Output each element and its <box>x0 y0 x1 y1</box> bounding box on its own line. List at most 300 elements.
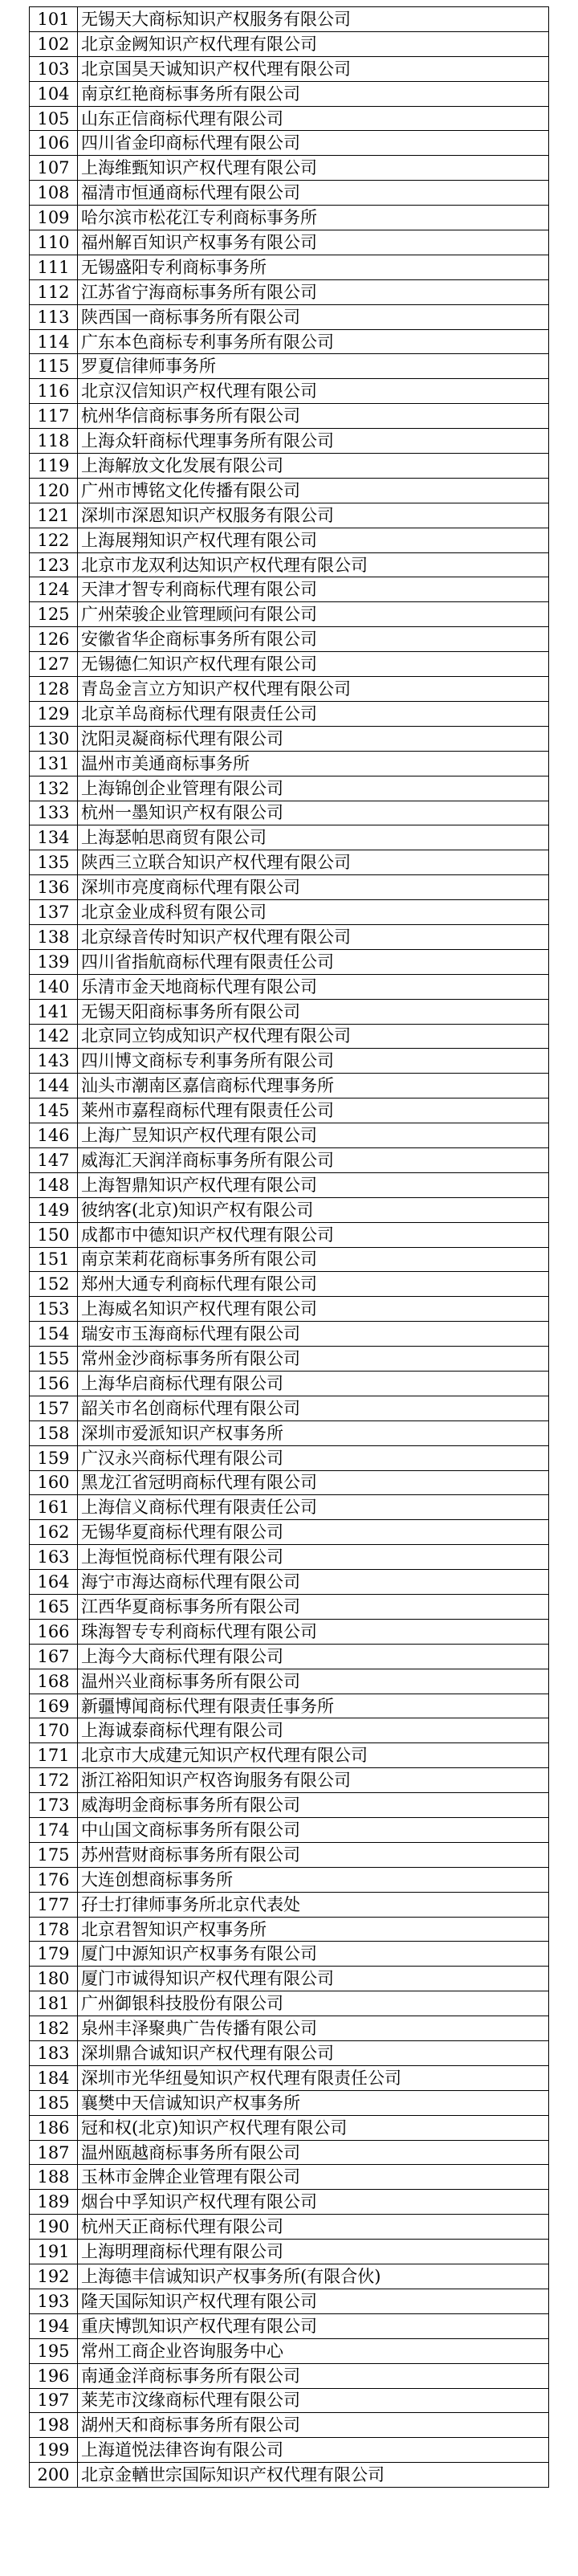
row-number: 140 <box>30 974 78 999</box>
table-row <box>30 2065 549 2090</box>
table-row <box>30 2016 549 2041</box>
row-number: 123 <box>30 552 78 577</box>
table-row <box>30 924 549 949</box>
row-number: 192 <box>30 2264 78 2289</box>
row-number: 169 <box>30 1694 78 1718</box>
table-row <box>30 2264 549 2289</box>
table-row <box>30 1074 549 1098</box>
company-name: 杭州一墨知识产权有限公司 <box>78 801 549 825</box>
table-row <box>30 1892 549 1917</box>
table-row <box>30 1371 549 1396</box>
row-number: 173 <box>30 1793 78 1818</box>
table-row <box>30 726 549 751</box>
row-number: 102 <box>30 31 78 56</box>
company-name: 玉林市金牌企业管理有限公司 <box>78 2165 549 2190</box>
company-name: 上海威名知识产权代理有限公司 <box>78 1297 549 1322</box>
row-number: 106 <box>30 131 78 156</box>
table-row <box>30 1172 549 1197</box>
company-name: 上海恒悦商标代理有限公司 <box>78 1545 549 1570</box>
table-row <box>30 2413 549 2438</box>
table-row <box>30 1347 549 1372</box>
company-name: 上海华启商标代理有限公司 <box>78 1371 549 1396</box>
row-number: 163 <box>30 1545 78 1570</box>
table-row <box>30 1669 549 1694</box>
row-number: 118 <box>30 429 78 454</box>
row-number: 143 <box>30 1049 78 1074</box>
row-number: 116 <box>30 379 78 404</box>
company-name: 上海维甄知识产权代理有限公司 <box>78 156 549 181</box>
row-number: 175 <box>30 1842 78 1867</box>
row-number: 165 <box>30 1595 78 1620</box>
row-number: 164 <box>30 1570 78 1595</box>
row-number: 129 <box>30 701 78 726</box>
table-row <box>30 1694 549 1718</box>
company-name: 杭州华信商标事务所有限公司 <box>78 404 549 429</box>
company-name: 烟台中孚知识产权代理有限公司 <box>78 2190 549 2215</box>
table-row <box>30 1445 549 1470</box>
table-row <box>30 2090 549 2115</box>
table-row <box>30 2215 549 2240</box>
company-name: 汕头市潮南区嘉信商标代理事务所 <box>78 1074 549 1098</box>
row-number: 159 <box>30 1445 78 1470</box>
table-row <box>30 701 549 726</box>
company-name: 哈尔滨市松花江专利商标事务所 <box>78 206 549 230</box>
table-row <box>30 181 549 206</box>
company-name: 广汉永兴商标代理有限公司 <box>78 1445 549 1470</box>
company-name: 沈阳灵凝商标代理有限公司 <box>78 726 549 751</box>
row-number: 162 <box>30 1520 78 1545</box>
row-number: 111 <box>30 255 78 279</box>
company-name: 莱州市嘉程商标代理有限责任公司 <box>78 1098 549 1123</box>
table-row <box>30 602 549 627</box>
table-row <box>30 677 549 702</box>
table-row <box>30 652 549 677</box>
company-name: 温州瓯越商标事务所有限公司 <box>78 2140 549 2165</box>
table-row <box>30 503 549 528</box>
row-number: 161 <box>30 1495 78 1520</box>
company-name: 上海明理商标代理有限公司 <box>78 2240 549 2264</box>
row-number: 170 <box>30 1718 78 1743</box>
table-row <box>30 801 549 825</box>
company-name: 威海明金商标事务所有限公司 <box>78 1793 549 1818</box>
table-row <box>30 429 549 454</box>
company-name: 广州荣骏企业管理顾问有限公司 <box>78 602 549 627</box>
company-name: 海宁市海达商标代理有限公司 <box>78 1570 549 1595</box>
table-row <box>30 1147 549 1172</box>
table-row <box>30 478 549 503</box>
row-number: 148 <box>30 1172 78 1197</box>
table-row <box>30 1818 549 1843</box>
company-name: 北京国昊天诚知识产权代理有限公司 <box>78 56 549 81</box>
row-number: 178 <box>30 1917 78 1942</box>
company-name: 上海展翔知识产权代理有限公司 <box>78 528 549 552</box>
company-name: 无锡华夏商标代理有限公司 <box>78 1520 549 1545</box>
company-name: 北京市龙双利达知识产权代理有限公司 <box>78 552 549 577</box>
table-row <box>30 1545 549 1570</box>
row-number: 167 <box>30 1644 78 1669</box>
table-row <box>30 1470 549 1495</box>
company-name: 无锡德仁知识产权代理有限公司 <box>78 652 549 677</box>
table-row <box>30 2115 549 2140</box>
table-row <box>30 2289 549 2313</box>
company-name: 上海解放文化发展有限公司 <box>78 454 549 479</box>
row-number: 196 <box>30 2363 78 2388</box>
row-number: 126 <box>30 627 78 652</box>
row-number: 145 <box>30 1098 78 1123</box>
company-name: 韶关市名创商标代理有限公司 <box>78 1396 549 1420</box>
row-number: 158 <box>30 1420 78 1445</box>
table-row <box>30 1743 549 1768</box>
company-name: 乐清市金天地商标代理有限公司 <box>78 974 549 999</box>
row-number: 194 <box>30 2313 78 2338</box>
row-number: 180 <box>30 1967 78 1991</box>
row-number: 127 <box>30 652 78 677</box>
table-row <box>30 1495 549 1520</box>
agency-list-table <box>29 6 549 2488</box>
row-number: 184 <box>30 2065 78 2090</box>
company-name: 南京红艳商标事务所有限公司 <box>78 81 549 106</box>
row-number: 156 <box>30 1371 78 1396</box>
company-name: 杭州天正商标代理有限公司 <box>78 2215 549 2240</box>
table-row <box>30 1049 549 1074</box>
row-number: 152 <box>30 1272 78 1297</box>
company-name: 陕西国一商标事务所有限公司 <box>78 304 549 329</box>
row-number: 133 <box>30 801 78 825</box>
company-name: 青岛金言立方知识产权代理有限公司 <box>78 677 549 702</box>
row-number: 128 <box>30 677 78 702</box>
company-name: 新疆博闻商标代理有限责任事务所 <box>78 1694 549 1718</box>
table-row <box>30 206 549 230</box>
company-name: 无锡天阳商标事务所有限公司 <box>78 999 549 1024</box>
row-number: 189 <box>30 2190 78 2215</box>
company-name: 上海今大商标代理有限公司 <box>78 1644 549 1669</box>
company-name: 隆天国际知识产权代理有限公司 <box>78 2289 549 2313</box>
row-number: 104 <box>30 81 78 106</box>
table-row <box>30 2240 549 2264</box>
company-name: 北京金业成科贸有限公司 <box>78 900 549 925</box>
table-row <box>30 1942 549 1967</box>
company-name: 冠和权(北京)知识产权代理有限公司 <box>78 2115 549 2140</box>
company-name: 北京市大成建元知识产权代理有限公司 <box>78 1743 549 1768</box>
company-name: 厦门市诚得知识产权代理有限公司 <box>78 1967 549 1991</box>
company-name: 北京君智知识产权事务所 <box>78 1917 549 1942</box>
table-row <box>30 106 549 131</box>
company-name: 上海智鼎知识产权代理有限公司 <box>78 1172 549 1197</box>
table-row <box>30 2041 549 2066</box>
table-row <box>30 1917 549 1942</box>
table-row <box>30 1991 549 2016</box>
table-row <box>30 2388 549 2413</box>
table-row <box>30 31 549 56</box>
row-number: 199 <box>30 2438 78 2463</box>
company-name: 珠海智专专利商标代理有限公司 <box>78 1619 549 1644</box>
table-row <box>30 7 549 32</box>
table-row <box>30 2438 549 2463</box>
row-number: 157 <box>30 1396 78 1420</box>
row-number: 122 <box>30 528 78 552</box>
company-name: 北京同立钧成知识产权代理有限公司 <box>78 1024 549 1049</box>
row-number: 160 <box>30 1470 78 1495</box>
row-number: 176 <box>30 1867 78 1892</box>
row-number: 177 <box>30 1892 78 1917</box>
company-name: 深圳鼎合诚知识产权代理有限公司 <box>78 2041 549 2066</box>
table-row <box>30 850 549 875</box>
row-number: 119 <box>30 454 78 479</box>
company-name: 上海广昱知识产权代理有限公司 <box>78 1123 549 1148</box>
company-name: 江西华夏商标事务所有限公司 <box>78 1595 549 1620</box>
company-name: 四川省指航商标代理有限责任公司 <box>78 949 549 974</box>
table-row <box>30 1322 549 1347</box>
row-number: 188 <box>30 2165 78 2190</box>
table-row <box>30 1570 549 1595</box>
table-row <box>30 329 549 354</box>
row-number: 107 <box>30 156 78 181</box>
table-row <box>30 156 549 181</box>
company-name: 湖州天和商标事务所有限公司 <box>78 2413 549 2438</box>
table-row <box>30 1396 549 1420</box>
row-number: 172 <box>30 1768 78 1793</box>
company-name: 福州解百知识产权事务有限公司 <box>78 230 549 255</box>
company-name: 泉州丰泽聚典广告传播有限公司 <box>78 2016 549 2041</box>
row-number: 144 <box>30 1074 78 1098</box>
table-row <box>30 2463 549 2488</box>
company-name: 浙江裕阳知识产权咨询服务有限公司 <box>78 1768 549 1793</box>
company-name: 上海众轩商标代理事务所有限公司 <box>78 429 549 454</box>
company-name: 上海锦创企业管理有限公司 <box>78 776 549 801</box>
table-row <box>30 1222 549 1247</box>
row-number: 151 <box>30 1247 78 1272</box>
row-number: 190 <box>30 2215 78 2240</box>
company-name: 深圳市亮度商标代理有限公司 <box>78 875 549 900</box>
company-name: 苏州营财商标事务所有限公司 <box>78 1842 549 1867</box>
table-body <box>30 7 549 2488</box>
row-number: 109 <box>30 206 78 230</box>
table-row <box>30 1420 549 1445</box>
row-number: 197 <box>30 2388 78 2413</box>
company-name: 福清市恒通商标代理有限公司 <box>78 181 549 206</box>
table-row <box>30 1024 549 1049</box>
table-row <box>30 404 549 429</box>
company-name: 广东本色商标专利事务所有限公司 <box>78 329 549 354</box>
table-row <box>30 627 549 652</box>
company-name: 瑞安市玉海商标代理有限公司 <box>78 1322 549 1347</box>
company-name: 北京羊岛商标代理有限责任公司 <box>78 701 549 726</box>
company-name: 深圳市爱派知识产权事务所 <box>78 1420 549 1445</box>
table-row <box>30 1842 549 1867</box>
table-row <box>30 279 549 304</box>
row-number: 142 <box>30 1024 78 1049</box>
row-number: 191 <box>30 2240 78 2264</box>
table-row <box>30 1867 549 1892</box>
table-row <box>30 1520 549 1545</box>
company-name: 温州市美通商标事务所 <box>78 751 549 776</box>
table-row <box>30 825 549 850</box>
table-row <box>30 1197 549 1222</box>
company-name: 广州御银科技股份有限公司 <box>78 1991 549 2016</box>
table-row <box>30 1297 549 1322</box>
company-name: 罗夏信律师事务所 <box>78 354 549 379</box>
row-number: 183 <box>30 2041 78 2066</box>
table-row <box>30 1619 549 1644</box>
company-name: 上海瑟帕思商贸有限公司 <box>78 825 549 850</box>
row-number: 149 <box>30 1197 78 1222</box>
table-row <box>30 552 549 577</box>
row-number: 112 <box>30 279 78 304</box>
company-name: 襄樊中天信诚知识产权事务所 <box>78 2090 549 2115</box>
row-number: 135 <box>30 850 78 875</box>
company-name: 重庆博凯知识产权代理有限公司 <box>78 2313 549 2338</box>
company-name: 上海信义商标代理有限责任公司 <box>78 1495 549 1520</box>
table-row <box>30 1123 549 1148</box>
table-row <box>30 131 549 156</box>
table-row <box>30 56 549 81</box>
company-name: 陕西三立联合知识产权代理有限公司 <box>78 850 549 875</box>
row-number: 179 <box>30 1942 78 1967</box>
table-row <box>30 2338 549 2363</box>
company-name: 莱芜市汶缘商标代理有限公司 <box>78 2388 549 2413</box>
company-name: 上海德丰信诚知识产权事务所(有限合伙) <box>78 2264 549 2289</box>
row-number: 166 <box>30 1619 78 1644</box>
table-row <box>30 379 549 404</box>
company-name: 四川省金印商标代理有限公司 <box>78 131 549 156</box>
row-number: 108 <box>30 181 78 206</box>
table-row <box>30 255 549 279</box>
company-name: 北京绿音传时知识产权代理有限公司 <box>78 924 549 949</box>
row-number: 198 <box>30 2413 78 2438</box>
table-row <box>30 949 549 974</box>
row-number: 132 <box>30 776 78 801</box>
table-row <box>30 2313 549 2338</box>
table-row <box>30 528 549 552</box>
company-name: 山东正信商标代理有限公司 <box>78 106 549 131</box>
table-row <box>30 1644 549 1669</box>
company-name: 北京金阙知识产权代理有限公司 <box>78 31 549 56</box>
company-name: 北京金輶世宗国际知识产权代理有限公司 <box>78 2463 549 2488</box>
company-name: 常州工商企业咨询服务中心 <box>78 2338 549 2363</box>
row-number: 195 <box>30 2338 78 2363</box>
row-number: 181 <box>30 1991 78 2016</box>
row-number: 171 <box>30 1743 78 1768</box>
row-number: 138 <box>30 924 78 949</box>
row-number: 113 <box>30 304 78 329</box>
table-row <box>30 1793 549 1818</box>
row-number: 103 <box>30 56 78 81</box>
company-name: 威海汇天润洋商标事务所有限公司 <box>78 1147 549 1172</box>
row-number: 114 <box>30 329 78 354</box>
company-name: 彼纳客(北京)知识产权有限公司 <box>78 1197 549 1222</box>
company-name: 上海道悦法律咨询有限公司 <box>78 2438 549 2463</box>
row-number: 136 <box>30 875 78 900</box>
table-row <box>30 454 549 479</box>
row-number: 185 <box>30 2090 78 2115</box>
row-number: 139 <box>30 949 78 974</box>
row-number: 186 <box>30 2115 78 2140</box>
table-row <box>30 2140 549 2165</box>
company-name: 中山国文商标事务所有限公司 <box>78 1818 549 1843</box>
company-name: 孖士打律师事务所北京代表处 <box>78 1892 549 1917</box>
row-number: 168 <box>30 1669 78 1694</box>
table-row <box>30 751 549 776</box>
company-name: 无锡盛阳专利商标事务所 <box>78 255 549 279</box>
row-number: 134 <box>30 825 78 850</box>
row-number: 182 <box>30 2016 78 2041</box>
row-number: 117 <box>30 404 78 429</box>
row-number: 200 <box>30 2463 78 2488</box>
company-name: 常州金沙商标事务所有限公司 <box>78 1347 549 1372</box>
company-name: 安徽省华企商标事务所有限公司 <box>78 627 549 652</box>
table-row <box>30 1718 549 1743</box>
row-number: 154 <box>30 1322 78 1347</box>
company-name: 大连创想商标事务所 <box>78 1867 549 1892</box>
company-name: 深圳市光华纽曼知识产权代理有限责任公司 <box>78 2065 549 2090</box>
row-number: 137 <box>30 900 78 925</box>
row-number: 155 <box>30 1347 78 1372</box>
row-number: 110 <box>30 230 78 255</box>
table-row <box>30 2165 549 2190</box>
row-number: 124 <box>30 577 78 602</box>
table-row <box>30 1595 549 1620</box>
company-name: 厦门中源知识产权事务有限公司 <box>78 1942 549 1967</box>
table-row <box>30 577 549 602</box>
row-number: 130 <box>30 726 78 751</box>
row-number: 101 <box>30 7 78 32</box>
row-number: 141 <box>30 999 78 1024</box>
row-number: 131 <box>30 751 78 776</box>
table-row <box>30 1098 549 1123</box>
row-number: 146 <box>30 1123 78 1148</box>
row-number: 174 <box>30 1818 78 1843</box>
company-name: 郑州大通专利商标代理有限公司 <box>78 1272 549 1297</box>
row-number: 120 <box>30 478 78 503</box>
company-name: 成都市中德知识产权代理有限公司 <box>78 1222 549 1247</box>
row-number: 150 <box>30 1222 78 1247</box>
table-row <box>30 974 549 999</box>
table-row <box>30 354 549 379</box>
row-number: 125 <box>30 602 78 627</box>
company-name: 北京汉信知识产权代理有限公司 <box>78 379 549 404</box>
company-name: 南通金洋商标事务所有限公司 <box>78 2363 549 2388</box>
company-name: 南京茉莉花商标事务所有限公司 <box>78 1247 549 1272</box>
table-row <box>30 900 549 925</box>
row-number: 147 <box>30 1147 78 1172</box>
table-row <box>30 304 549 329</box>
table-row <box>30 2190 549 2215</box>
table-row <box>30 81 549 106</box>
row-number: 105 <box>30 106 78 131</box>
table-row <box>30 1247 549 1272</box>
company-name: 无锡天大商标知识产权服务有限公司 <box>78 7 549 32</box>
row-number: 187 <box>30 2140 78 2165</box>
company-name: 四川博文商标专利事务所有限公司 <box>78 1049 549 1074</box>
table-row <box>30 1272 549 1297</box>
company-name: 上海诚泰商标代理有限公司 <box>78 1718 549 1743</box>
table-row <box>30 875 549 900</box>
table-row <box>30 1768 549 1793</box>
table-row <box>30 1967 549 1991</box>
table-row <box>30 230 549 255</box>
company-name: 天津才智专利商标代理有限公司 <box>78 577 549 602</box>
row-number: 115 <box>30 354 78 379</box>
row-number: 193 <box>30 2289 78 2313</box>
table-row <box>30 999 549 1024</box>
table-row <box>30 2363 549 2388</box>
company-name: 黑龙江省冠明商标代理有限公司 <box>78 1470 549 1495</box>
company-name: 广州市博铭文化传播有限公司 <box>78 478 549 503</box>
table-row <box>30 776 549 801</box>
company-name: 温州兴业商标事务所有限公司 <box>78 1669 549 1694</box>
row-number: 153 <box>30 1297 78 1322</box>
company-name: 深圳市深恩知识产权服务有限公司 <box>78 503 549 528</box>
